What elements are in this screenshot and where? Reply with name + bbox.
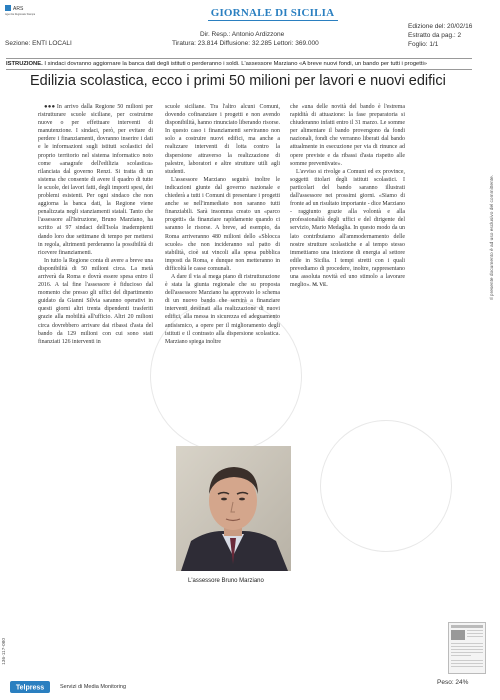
article-column-2	[165, 103, 280, 346]
article-column-1	[38, 103, 153, 346]
section-label: Sezione: ENTI LOCALI	[5, 40, 72, 47]
paragraph: ●●● In arrivo dalla Regione 50 milioni per ristrutturare scuole siciliane, per costruirne nuove o per effettuare interventi di manutenzione. I sindaci, però, per evitare di perdere i finanziamenti, dovranno inserire i dati e le informazioni sugli istituti scolastici del proprio territorio nel sistema informatico noto come «anagrafe dell'edilizia scolastica» rilanciata dal governo Renzi. Si tratta di un sistema che consente di avere il quadro di tutte le scuole, dei lavori fatti, degli importi spesi, dei problemi esistenti. Per ogni sindaco che non aggiorna la banca dati, la Regione viene penalizzata negli stanziamenti statali. Tanto che l'assessore all'Istruzione, Bruno Marziano, ha scritto ai 97 sindaci dell'Isola inadempienti dando loro due settimane di tempo per mettersi in regola, altrimenti perderanno la possibilità di ricevere finanziamenti.	[38, 104, 154, 256]
weight-percentage: Peso: 24%	[437, 679, 469, 686]
lead-dots-icon: ●●●	[44, 104, 57, 110]
document-code: 136-117-080	[2, 638, 7, 665]
paragraph: L'avviso si rivolge a Comuni ed ex province, soggetti titolari degli istituti scolastici. I particolari del bando saranno illustrati dall'assessore nei prossimi giorni. «Siamo di fronte ad un risultato importante - dice Marziano - raggiunto grazie alla volontà e alla professionalità degli uffici e del dirigente del servizio, Mario Medaglia. In questo modo da un lato contribuiamo all'ammodernamento delle nostre strutture scolastiche e al tempo stesso immettiamo una iniezione di energia al settore edile in Sicilia. I tempi stretti con i quali prevediamo di procedere, inoltre, rappresentano una assoluta novità ed uno stimolo a lavorare meglio». M. VE.	[290, 168, 405, 289]
svg-text:Telpress: Telpress	[15, 684, 45, 692]
director-line: Dir. Resp.: Antonio Ardizzone	[200, 31, 285, 38]
watermark	[320, 420, 452, 552]
article-column-3	[290, 103, 405, 290]
topic-label: ISTRUZIONE.	[6, 61, 43, 67]
photo-caption: L'assessore Bruno Marziano	[188, 578, 264, 584]
copyright-note: Il presente documento è ad uso esclusivo del committente.	[490, 175, 495, 300]
extract-page: Estratto da pag.: 2	[408, 32, 462, 39]
svg-text:Agenzia Regionale Stampa: Agenzia Regionale Stampa	[5, 13, 35, 16]
topic-line	[6, 58, 472, 70]
author-signature: M. VE.	[312, 283, 328, 289]
edition-info	[408, 22, 472, 49]
paragraph: L'assessore Marziano seguirà inoltre le indicazioni giunte dal governo nazionale e chiederà a tutti i Comuni di presentare i progetti anche se nell'immediato non saranno tutti finanziabili. Sarà insomma creato un «parco progetti» da finanziare rapidamente quando ci saranno le risorse. A breve, ad esempio, da Roma arriveranno 480 milioni dello «Sblocca scuole» che non incideranno sul patto di stabilità, cioè sui vincoli alla spesa pubblica imposti da Roma, e dunque non metteranno in difficoltà le casse comunali.	[165, 176, 280, 272]
svg-text:ARS: ARS	[13, 6, 24, 12]
telpress-logo	[10, 681, 50, 693]
topic-text: I sindaci dovranno aggiornare la banca dati degli istituti o perderanno i soldi. L'assessore Marziano «A breve nuovi fondi, un bando per tutti i progetti»	[44, 61, 427, 67]
page-thumbnail	[448, 622, 486, 674]
article-headline: Edilizia scolastica, ecco i primi 50 milioni per lavori e nuovi edifici	[30, 73, 446, 89]
paragraph: scuole siciliane. Tra l'altro alcuni Comuni, dovendo cofinanziare i progetti e non avendo disponibilità, hanno rinunciato liberando risorse. In questo caso i finanziamenti serviranno non solo a costruire nuovi edifici, ma anche a realizzare interventi di lotta contro la dispersione attraverso la realizzazione di palestre, laboratori e altre strutture utili agli studenti.	[165, 104, 280, 175]
edition-date: Edizione del: 20/02/16	[408, 23, 473, 30]
footer-note: Servizi di Media Monitoring	[60, 684, 127, 690]
portrait-photo	[176, 446, 291, 571]
paragraph: che «una delle novità del bando è l'estrema rapidità di attuazione: la fase preparatoria si chiuderanno infatti entro il 31 marzo. Le somme per alimentare il bando provengono da fondi nazionali, fondi che verranno liberati dal bando attualmente in esecuzione per via di rinunce ad opere previste e da ribassi d'asta rispetto alle somme preventivate».	[290, 104, 405, 167]
paragraph: A dare il via al mega piano di ristrutturazione è stata la giunta regionale che su proposta dell'assessore Marziano ha approvato lo schema di un nuovo bando che servirà a finanziare interventi destinati alla realizzazione di nuovi edifici, alla messa in sicurezza ed adeguamento antisismico, a opere per il miglioramento degli istituti e il contrasto alla dispersione scolastica. Marziano spiega inoltre	[165, 273, 280, 345]
masthead: GIORNALE DI SICILIA	[210, 7, 335, 19]
sheet-number: Foglio: 1/1	[408, 41, 439, 48]
ars-logo	[5, 4, 35, 16]
circulation-line: Tiratura: 23.814 Diffusione: 32.285 Lettori: 369.000	[172, 40, 319, 47]
paragraph: In tutto la Regione conta di avere a breve una disponibilità di 50 milioni circa. La metà arriverà da Roma e dovrà essere spesa entro il 2016. A tal fine l'assessore è fiducioso dal momento che presso gli uffici del dipartimento guidato da Gianni Silvia saranno operativi in questi giorni altri trenta dipendenti trasferiti grazie alla mobilità all'ufficio. Altri 20 milioni circa dovrebbero arrivare dai ribassi d'asta del bando da 129 milioni con cui sono stati finanziati 126 interventi in	[38, 257, 153, 345]
masthead-rule	[208, 20, 338, 21]
